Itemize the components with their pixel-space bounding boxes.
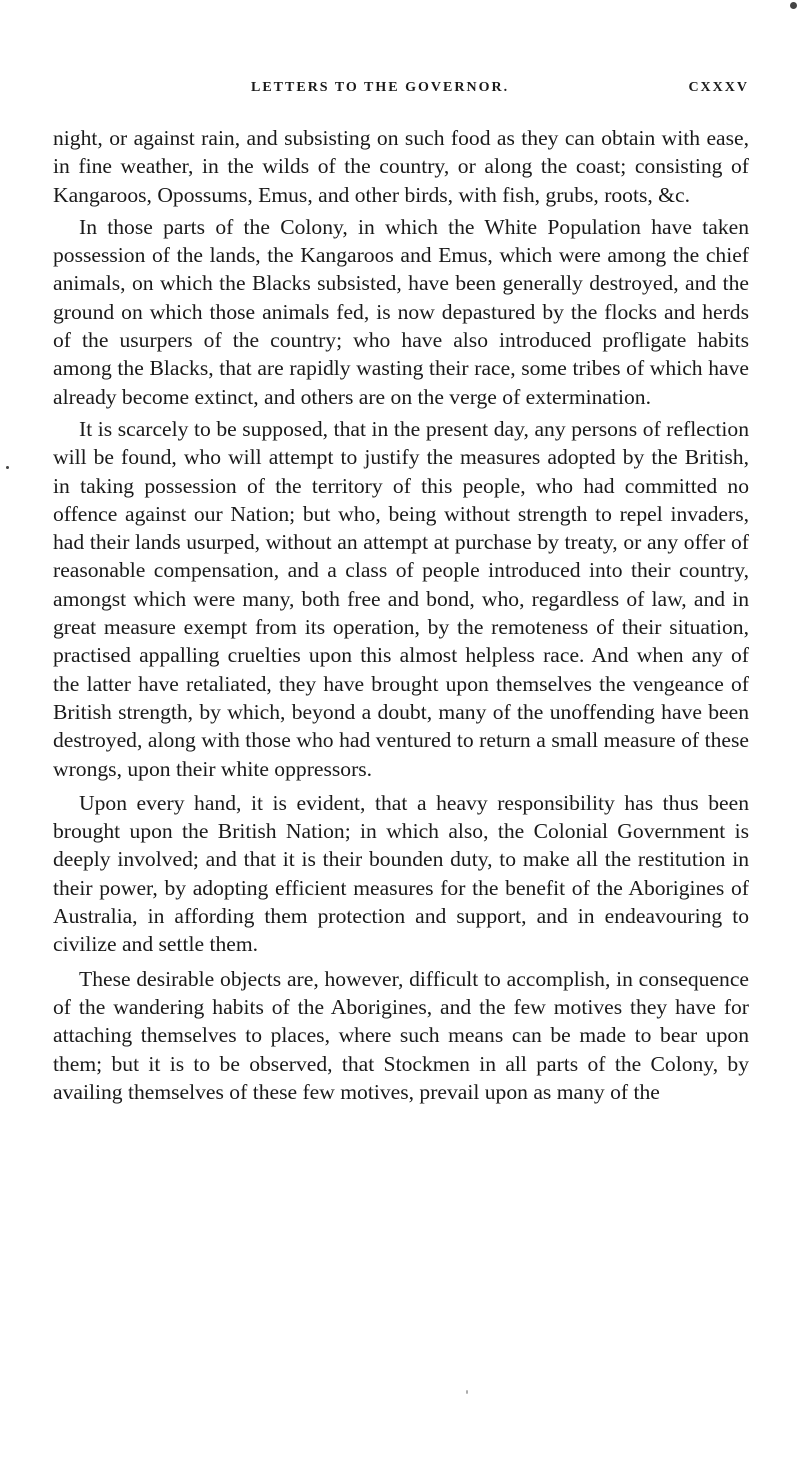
page-number: CXXXV <box>688 80 749 95</box>
paragraph-5: These desirable objects are, however, difficult to accomplish, in consequence of the wandering habits of the Aborigines, and the few motives they have for attaching themselves to places, where such means can be made to bear upon them; but it is to be observed, that Stockmen in all parts of the Colony, by availing themselves of these few motives, prevail upon as many of the <box>53 966 749 1104</box>
scan-speck-left-margin <box>6 466 9 469</box>
paragraph-3: It is scarcely to be supposed, that in the present day, any persons of reflection will be found, who will attempt to justify the measures adopted by the British, in taking possession of the territory of this people, who had committed no offence against our Nation; but who, being without strength to repel invaders, had their lands usurped, without an attempt at purchase by treaty, or any offer of reasonable compensation, and a class of people introduced into their country, amongst which were many, both free and bond, who, regardless of law, and in great measure exempt from its operation, by the remoteness of their situation, practised appalling cruelties upon this almost helpless race. And when any of the latter have retaliated, they have brought upon themselves the vengeance of British strength, by which, beyond a doubt, many of the unoffending have been destroyed, along with those who had ventured to return a small measure of these wrongs, upon their white oppressors. <box>53 416 749 781</box>
paragraph-4: Upon every hand, it is evident, that a heavy responsibility has thus been brought upon the British Nation; in which also, the Colonial Government is deeply involved; and that it is their bounden duty, to make all the restitution in their power, by adopting efficient measures for the benefit of the Aborigines of Australia, in affording them protection and support, and in endeavouring to civilize and settle them. <box>53 790 749 957</box>
running-head-title: LETTERS TO THE GOVERNOR. <box>251 80 510 95</box>
scan-speck-bottom <box>466 1390 468 1394</box>
paragraph-1: night, or against rain, and subsisting on such food as they can obtain with ease, in fine weather, in the wilds of the country, or along the coast; consisting of Kangaroos, Opossums, Emus, and other birds, with fish, grubs, roots, &c. <box>53 126 749 207</box>
book-page <box>53 80 749 1110</box>
running-head <box>53 80 749 106</box>
paragraph-2: In those parts of the Colony, in which the White Population have taken possession of the lands, the Kangaroos and Emus, which were among the chief animals, on which the Blacks subsisted, have been generally destroyed, and the ground on which those animals fed, is now depastured by the flocks and herds of the usurpers of the country; who have also introduced profligate habits among the Blacks, that are rapidly wasting their race, some tribes of which have already become extinct, and others are on the verge of extermination. <box>53 214 749 409</box>
scan-speck-top-right <box>790 2 797 9</box>
body-text <box>53 124 749 1106</box>
